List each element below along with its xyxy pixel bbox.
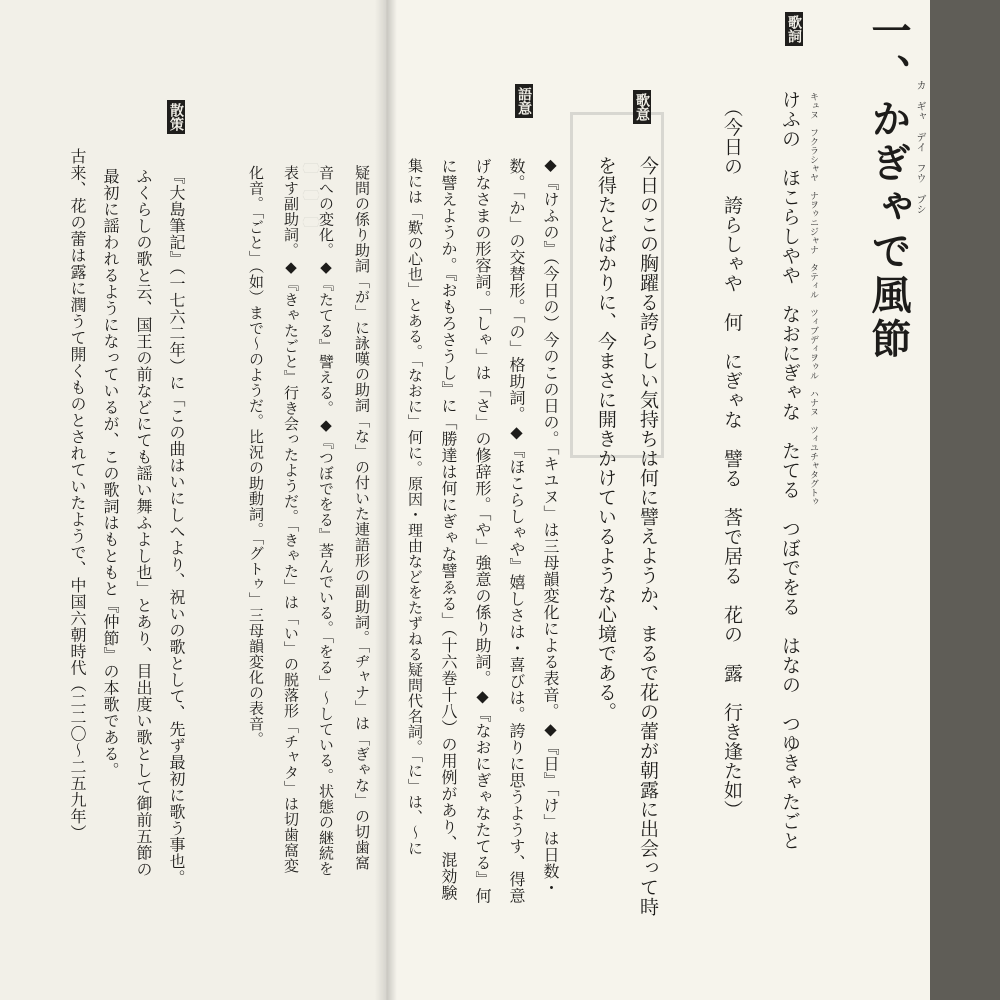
goi-line3: げなさまの形容詞。「しゃ」は「さ」の修辞形。「や」強意の係り助詞。◆『なおにぎゃなたてる』何 (473, 158, 492, 904)
lyrics-line1: けふの ほこらしやや なおにぎゃな たてる つぼでをる はなの つゆきゃたごと (779, 90, 801, 851)
sansaku-line4: 古来、花の蕾は露に潤うて開くものとされていたようで、中国六朝時代（二二〇〜二五九年） (68, 148, 87, 841)
kaii-line1: 今日のこの胸躍る誇らしい気持ちは何に譬えようか、まるで花の蕾が朝露に出会って時 (637, 156, 659, 917)
goi-line4: に譬えようか。『おもろさうし』に「勝達は何にぎゃな譬ゑる」（十六巻十八）の用例があり、混効験 (439, 158, 458, 901)
kaii-line2: を得たとばかりに、今まさに開きかけているような心境である。 (595, 156, 617, 722)
goi-line8: 表す副助詞。◆『きゃたごと』行き会ったようだ。「きゃた」は「い」の脱落形「チャタ」は切歯窩変 (282, 165, 300, 874)
book-gutter (375, 0, 397, 1000)
page-title: 一、かぎゃで風節 (865, 10, 912, 362)
goi-line2: 数。「か」の交替形。「の」格助詞。◆『ほこらしゃや』嬉しさは・喜びは。誇りに思うようす、得意 (507, 158, 526, 904)
label-sansaku: 散策 (167, 100, 185, 134)
goi-line9: 化音。「ごと」（如）まで〜のようだ。比況の助動詞。「グトゥ」三母韻変化の表音。 (247, 165, 265, 747)
label-goi: 語意 (515, 84, 533, 118)
bleed-through-text: 〔〕〔〕〔〕 (299, 150, 320, 240)
book-edge (930, 0, 1000, 1000)
page-title-ruby: カ ギャ デイ フウ ブシ (914, 80, 925, 214)
lyrics-line2: （今日の 誇らしゃや 何 にぎゃな 譬る 莟で居る 花の 露 行き逢た如） (721, 98, 743, 820)
goi-line7: 音への変化。◆『たてる』譬える。◆『つぼでをる』莟んでいる。「をる」〜している。状態の継続を (317, 165, 335, 877)
goi-line5: 集には「歎の心也」とある。「なおに」何に。原因・理由などをたずねる疑問代名詞。「に」は、〜に (406, 158, 424, 856)
sansaku-line3: 最初に謡われるようになっているが、この歌詞はもともと『仲節』の本歌である。 (101, 168, 120, 779)
sansaku-line2: ふくらしの歌と云、国王の前などにても謡い舞ふよし也」とあり、目出度い歌として御前五節の (134, 168, 153, 878)
label-kaii: 歌意 (633, 90, 651, 124)
goi-line6: 疑問の係り助詞「が」に詠嘆の助詞「な」の付いた連語形の副助詞。「ヂャナ」は「ぎゃな」の切歯窩 (353, 165, 371, 871)
label-kashi: 歌詞 (785, 12, 803, 46)
sansaku-line1: 『大島筆記』（一七六二年）に「この曲はいにしへより、祝いの歌として、先ず最初に歌う事也。 (167, 168, 186, 886)
goi-line1: ◆『けふの』（今日の）今のこの日の。「キユヌ」は三母韻変化による表音。◆『日』「け」は日数・ (541, 155, 560, 896)
lyrics-line1-ruby: キュヌ フクラシャヤ ナヲゥニジャナ タティル ツィブディヲゥル ハナヌ ツィユチャタグトゥ (808, 92, 818, 506)
